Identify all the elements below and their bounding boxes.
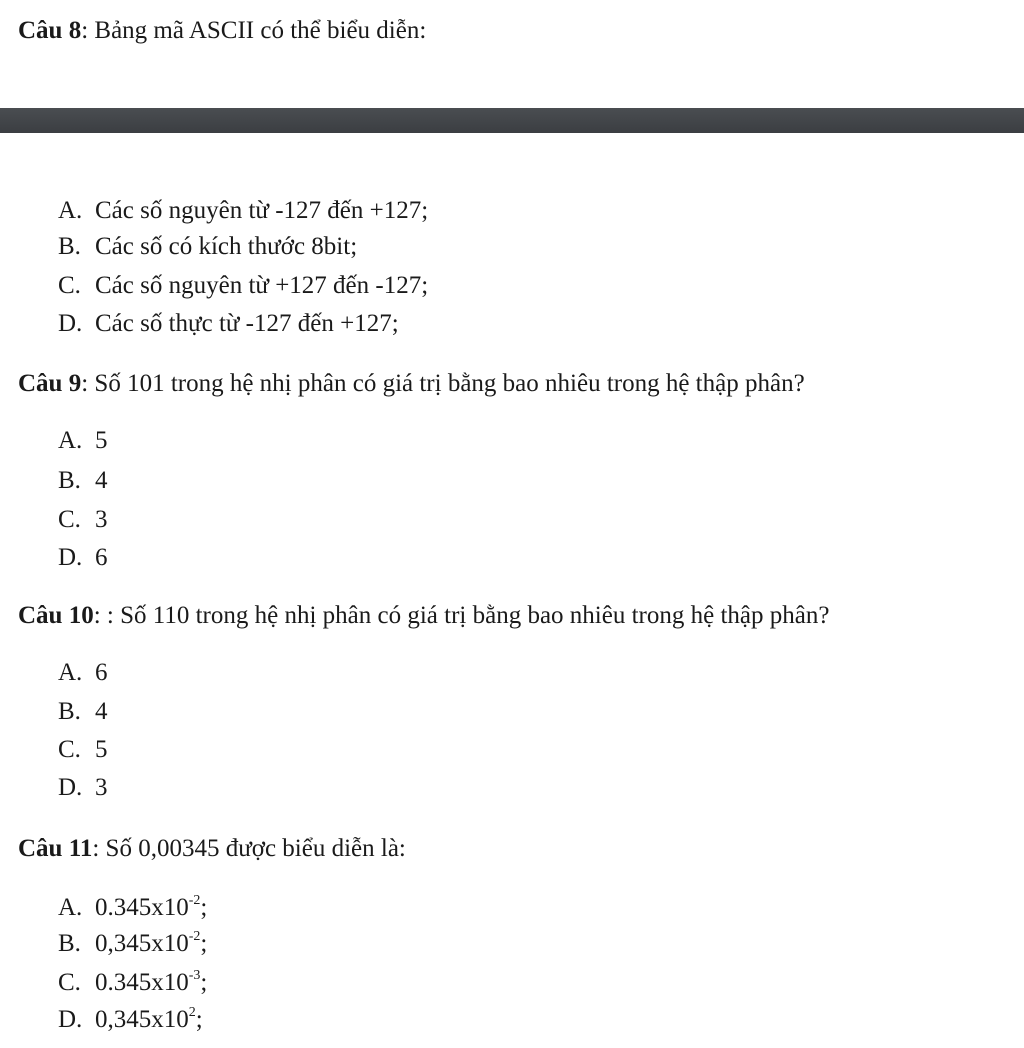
question-8-option-b: B. Các số có kích thước 8bit; (58, 233, 358, 260)
question-9-option-d: D. 6 (58, 544, 108, 571)
question-9-title (18, 369, 805, 399)
question-10-option-c: C. 5 (58, 736, 108, 763)
question-8-option-d: D. Các số thực từ -127 đến +127; (58, 310, 399, 337)
question-10-option-b: B. 4 (58, 698, 108, 725)
question-11-option-c: C. $0.345x10^{-3}$; (58, 968, 208, 996)
question-9-option-b: B. 4 (58, 467, 108, 494)
question-11-text: : Số 0,00345 được biểu diễn là: (92, 835, 406, 862)
question-11-title (18, 834, 406, 864)
question-11-option-a: A. $0.345x10^{-2}$; (58, 893, 208, 921)
question-10-label: Câu 10 (18, 602, 94, 629)
question-10-text: : : Số 110 trong hệ nhị phân có giá trị bằng bao nhiêu trong hệ thập phân? (93, 602, 830, 629)
question-8-title (18, 16, 426, 46)
question-9-label: Câu 9 (18, 370, 82, 397)
question-11-label: Câu 11 (18, 835, 93, 862)
question-8-label: Câu 8 (18, 17, 82, 44)
question-9-option-a: A. 5 (58, 427, 108, 454)
question-9-option-c: C. 3 (58, 506, 108, 533)
question-8-text: : Bảng mã ASCII có thể biểu diễn: (81, 17, 427, 44)
question-11-option-d: D. $0,345x10^2$; (58, 1005, 203, 1033)
question-8-option-c: C. Các số nguyên từ +127 đến -127; (58, 272, 429, 299)
question-10-option-a: A. 6 (58, 659, 108, 686)
divider-bar (0, 108, 1024, 133)
question-9-text: : Số 101 trong hệ nhị phân có giá trị bằng bao nhiêu trong hệ thập phân? (81, 370, 805, 397)
question-11-option-b: B. $0,345x10^{-2}$; (58, 929, 208, 957)
question-10-option-d: D. 3 (58, 774, 108, 801)
question-8-option-a: A. Các số nguyên từ -127 đến +127; (58, 197, 429, 224)
question-10-title (18, 601, 829, 631)
